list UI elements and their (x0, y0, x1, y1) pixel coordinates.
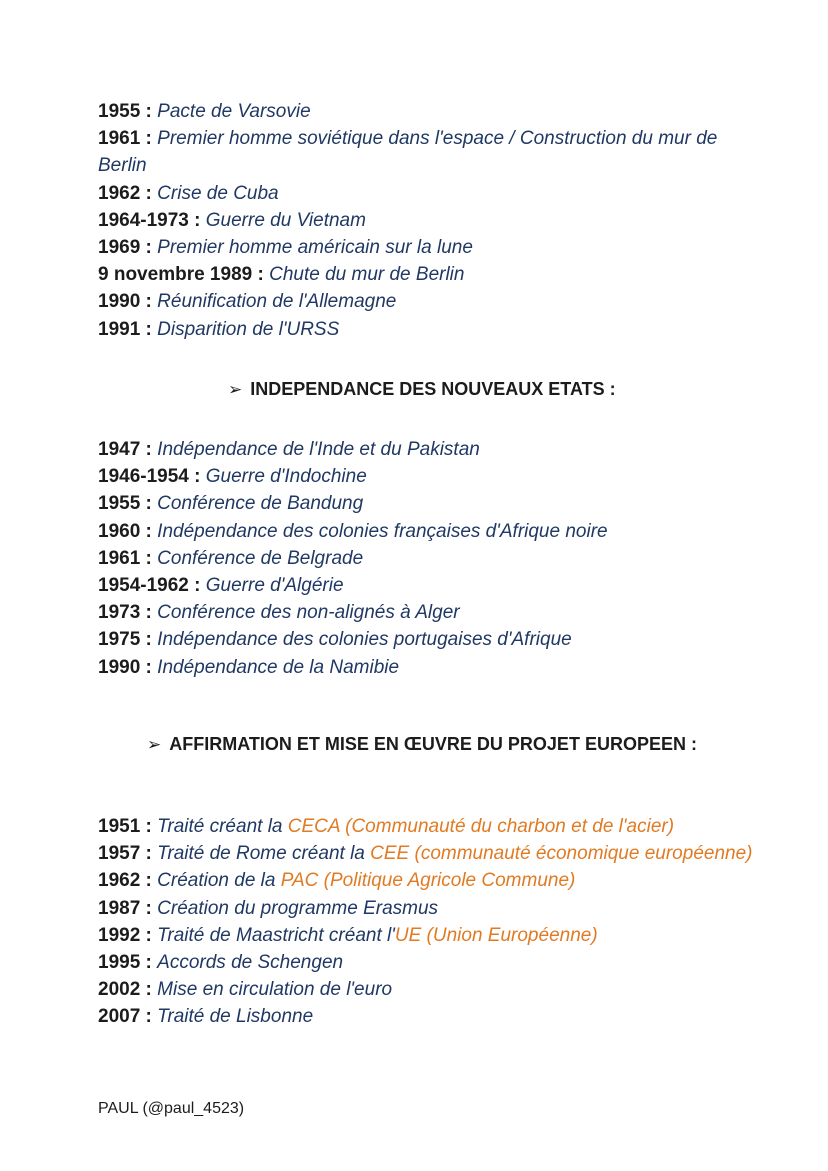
arrowhead-bullet-icon: ➢ (228, 380, 243, 399)
entry-highlight: CECA (Communauté du charbon et de l'acier) (287, 816, 675, 837)
entry-date: 1992 (98, 924, 141, 946)
timeline-entry (98, 436, 758, 463)
cold-war-timeline (98, 98, 758, 343)
entry-date: 1946-1954 (98, 466, 189, 488)
section-heading-label: AFFIRMATION ET MISE EN ŒUVRE DU PROJET EUROPEEN : (169, 734, 697, 754)
entry-separator: : (140, 602, 158, 624)
entry-event: Indépendance des colonies portugaises d'Afrique (157, 629, 572, 651)
entry-separator: : (140, 101, 158, 122)
timeline-entry (98, 98, 758, 125)
entry-separator: : (140, 816, 158, 837)
entry-separator: : (140, 1006, 158, 1028)
entry-separator: : (140, 182, 158, 204)
section-heading-europe (147, 734, 697, 755)
entry-separator: : (188, 466, 206, 488)
entry-separator: : (140, 979, 158, 1001)
timeline-entry (98, 813, 758, 840)
entry-event: Crise de Cuba (157, 182, 279, 204)
entry-date: 1955 (98, 493, 141, 515)
timeline-entry (98, 125, 758, 179)
entry-event: Traité de Lisbonne (157, 1006, 314, 1028)
independance-timeline (98, 436, 758, 681)
timeline-entry (98, 867, 758, 894)
entry-event: Pacte de Varsovie (157, 101, 311, 122)
timeline-entry (98, 490, 758, 517)
entry-separator: : (140, 952, 158, 974)
entry-date: 1973 (98, 602, 141, 624)
entry-date: 1975 (98, 629, 141, 651)
entry-date: 9 novembre 1989 (98, 264, 253, 286)
entry-separator: : (140, 629, 158, 651)
timeline-entry (98, 895, 758, 922)
timeline-entry (98, 180, 758, 207)
timeline-entry (98, 1003, 758, 1030)
timeline-entry (98, 207, 758, 234)
entry-separator: : (140, 291, 158, 313)
timeline-entry (98, 626, 758, 653)
section-heading-independance (228, 379, 616, 400)
timeline-entry (98, 654, 758, 681)
section-heading-label: INDEPENDANCE DES NOUVEAUX ETATS : (250, 379, 616, 399)
entry-date: 1960 (98, 520, 141, 542)
entry-date: 1955 (98, 101, 141, 122)
entry-event: Premier homme américain sur la lune (157, 237, 473, 259)
entry-event: Premier homme soviétique dans l'espace / Construction du mur de Berlin (98, 128, 718, 177)
entry-event: Traité de Maastricht créant l' (157, 924, 395, 946)
entry-highlight: PAC (Politique Agricole Commune) (280, 870, 576, 892)
timeline-entry (98, 234, 758, 261)
entry-date: 1947 (98, 439, 141, 460)
timeline-entry (98, 840, 758, 867)
europe-timeline (98, 813, 758, 1031)
entry-date: 1961 (98, 128, 141, 150)
entry-event: Création du programme Erasmus (157, 897, 439, 919)
entry-separator: : (188, 575, 206, 597)
entry-event: Mise en circulation de l'euro (157, 979, 393, 1001)
entry-separator: : (140, 237, 158, 259)
timeline-entry (98, 518, 758, 545)
timeline-entry (98, 976, 758, 1003)
entry-date: 1962 (98, 182, 141, 204)
entry-event: Indépendance de l'Inde et du Pakistan (157, 439, 480, 460)
entry-date: 2007 (98, 1006, 141, 1028)
entry-separator: : (140, 318, 158, 340)
entry-event: Conférence de Bandung (157, 493, 364, 515)
author-footer: PAUL (@paul_4523) (98, 1100, 245, 1117)
entry-date: 1962 (98, 870, 141, 892)
entry-event: Chute du mur de Berlin (269, 264, 465, 286)
entry-separator: : (140, 439, 158, 460)
entry-date: 1954-1962 (98, 575, 189, 597)
entry-highlight: CEE (communauté économique européenne) (370, 843, 753, 865)
entry-event: Indépendance de la Namibie (157, 656, 400, 678)
arrowhead-bullet-icon: ➢ (147, 735, 162, 754)
entry-date: 1969 (98, 237, 141, 259)
entry-event: Guerre d'Algérie (205, 575, 344, 597)
entry-date: 1990 (98, 291, 141, 313)
entry-event: Guerre d'Indochine (205, 466, 367, 488)
entry-date: 1987 (98, 897, 141, 919)
timeline-entry (98, 288, 758, 315)
entry-separator: : (140, 493, 158, 515)
entry-event: Création de la (157, 870, 281, 892)
entry-event: Traité créant la (157, 816, 288, 837)
entry-separator: : (140, 128, 158, 150)
entry-event: Conférence des non-alignés à Alger (157, 602, 460, 624)
entry-date: 1961 (98, 547, 141, 569)
entry-date: 1957 (98, 843, 141, 865)
entry-event: Accords de Schengen (157, 952, 344, 974)
timeline-entry (98, 463, 758, 490)
timeline-entry (98, 949, 758, 976)
entry-date: 1991 (98, 318, 141, 340)
entry-date: 1990 (98, 656, 141, 678)
entry-date: 1951 (98, 816, 141, 837)
entry-separator: : (140, 870, 158, 892)
entry-separator: : (140, 843, 158, 865)
entry-event: Traité de Rome créant la (157, 843, 371, 865)
entry-event: Indépendance des colonies françaises d'Afrique noire (157, 520, 608, 542)
timeline-entry (98, 922, 758, 949)
entry-separator: : (140, 520, 158, 542)
timeline-entry (98, 261, 758, 288)
timeline-entry (98, 572, 758, 599)
entry-event: Disparition de l'URSS (157, 318, 340, 340)
entry-event: Guerre du Vietnam (205, 209, 366, 231)
entry-event: Conférence de Belgrade (157, 547, 364, 569)
entry-separator: : (188, 209, 206, 231)
entry-separator: : (252, 264, 270, 286)
timeline-entry (98, 316, 758, 343)
entry-separator: : (140, 897, 158, 919)
entry-event: Réunification de l'Allemagne (157, 291, 397, 313)
entry-separator: : (140, 656, 158, 678)
entry-highlight: UE (Union Européenne) (394, 924, 598, 946)
entry-date: 2002 (98, 979, 141, 1001)
timeline-entry (98, 545, 758, 572)
entry-separator: : (140, 924, 158, 946)
entry-date: 1964-1973 (98, 209, 189, 231)
timeline-entry (98, 599, 758, 626)
entry-date: 1995 (98, 952, 141, 974)
entry-separator: : (140, 547, 158, 569)
